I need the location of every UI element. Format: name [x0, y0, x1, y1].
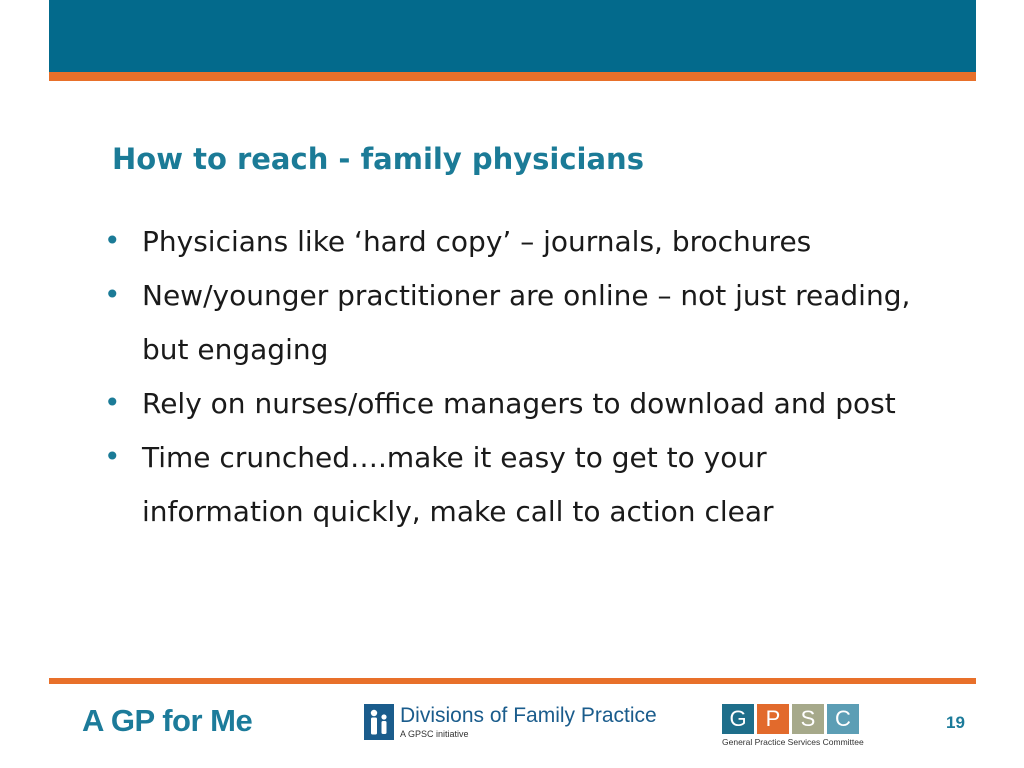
- bullet-icon: •: [104, 386, 121, 419]
- bullet-text: Rely on nurses/office managers to download and post: [142, 387, 896, 420]
- bullet-item: [104, 431, 924, 539]
- bullet-icon: •: [104, 440, 121, 473]
- bullet-icon: •: [104, 278, 121, 311]
- divisions-logo-tagline: A GPSC initiative: [400, 729, 469, 739]
- gpsc-letter: P: [757, 704, 789, 734]
- slide-title: How to reach - family physicians: [112, 142, 644, 176]
- bullet-text: New/younger practitioner are online – not just reading, but engaging: [142, 279, 911, 366]
- gpsc-logo: [722, 704, 864, 747]
- bullet-text: Physicians like ‘hard copy’ – journals, brochures: [142, 225, 812, 258]
- footer-accent-rule: [49, 678, 976, 684]
- agp-logo: A GP for Me: [82, 703, 253, 738]
- gpsc-letter: G: [722, 704, 754, 734]
- divisions-logo: [364, 704, 657, 740]
- bullet-list: [104, 215, 984, 539]
- family-icon: [364, 704, 394, 740]
- bullet-item: [104, 215, 984, 269]
- bullet-item: [104, 269, 954, 377]
- header-accent-rule: [49, 72, 976, 81]
- header-band: [49, 0, 976, 72]
- bullet-item: [104, 377, 924, 431]
- gpsc-letter: S: [792, 704, 824, 734]
- bullet-text: Time crunched….make it easy to get to your information quickly, make call to action clear: [142, 441, 774, 528]
- bullet-icon: •: [104, 224, 121, 257]
- divisions-logo-name: Divisions of Family Practice: [400, 704, 657, 727]
- gpsc-letter: C: [827, 704, 859, 734]
- gpsc-caption: General Practice Services Committee: [722, 737, 864, 747]
- page-number: 19: [946, 713, 965, 732]
